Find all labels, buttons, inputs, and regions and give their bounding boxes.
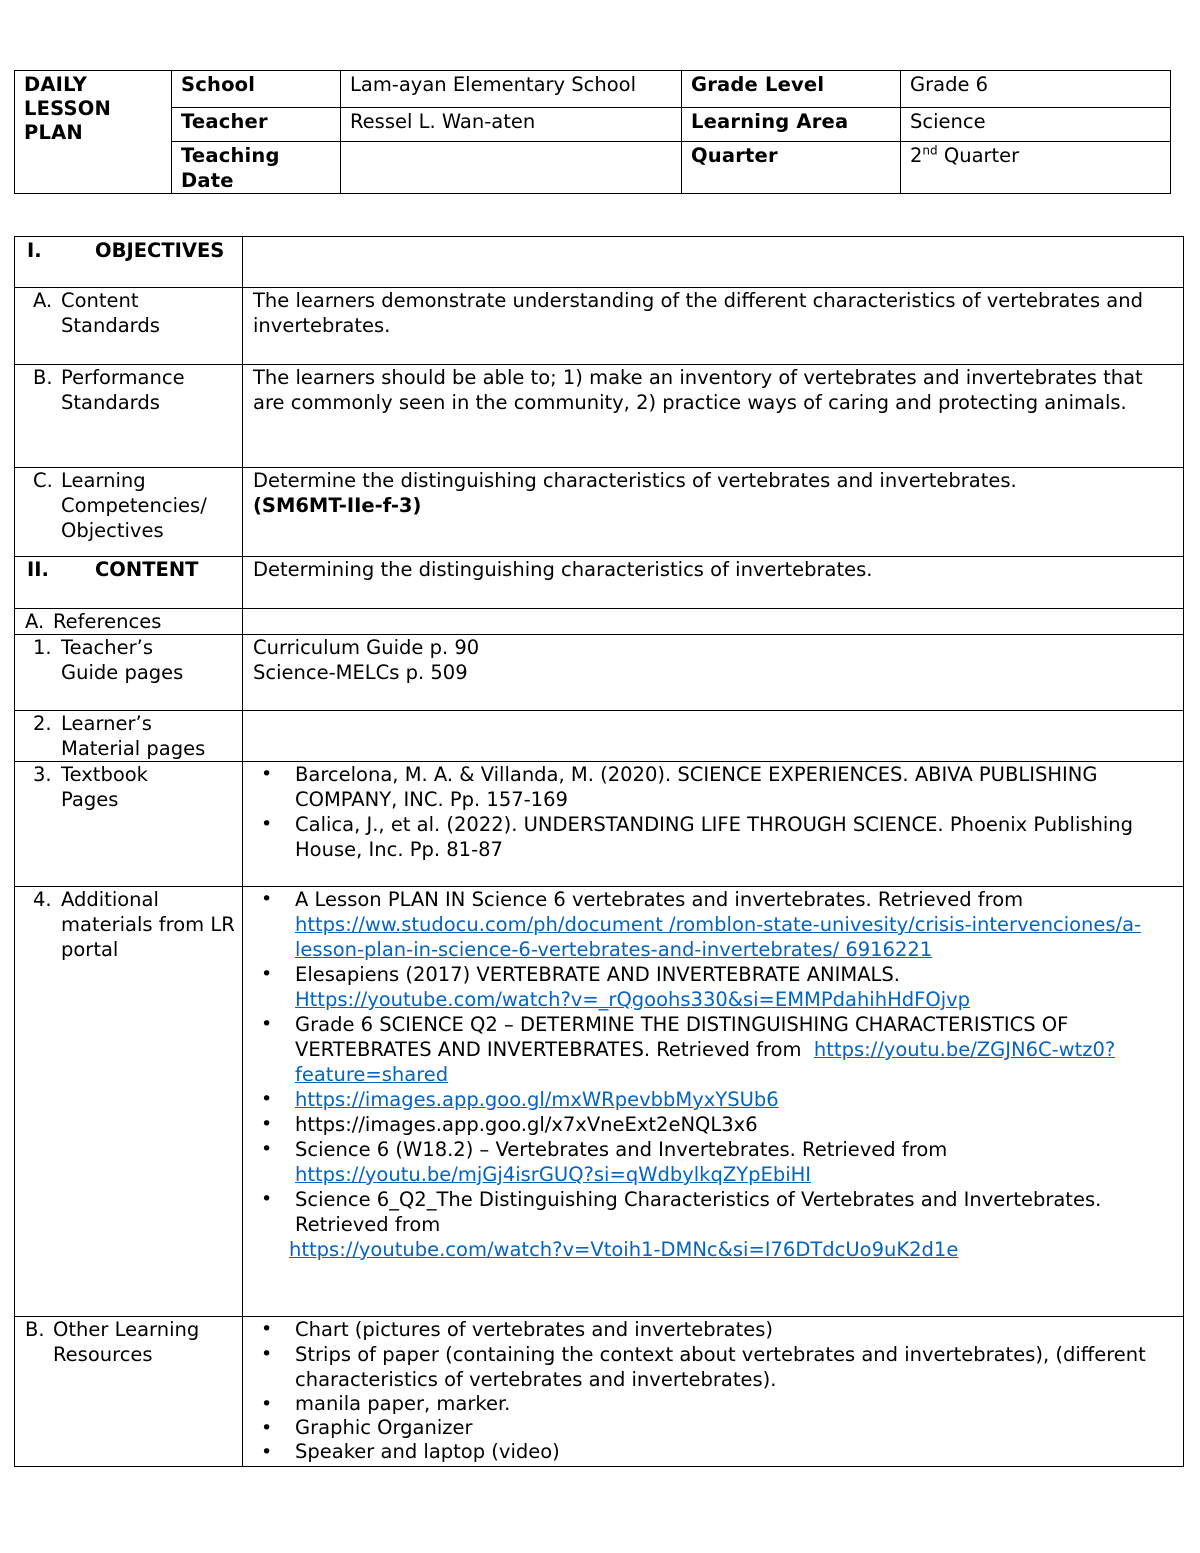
- content-text: Determining the distinguishing characteristics of invertebrates.: [243, 557, 1184, 609]
- resource-item: • Speaker and laptop (video): [253, 1440, 1173, 1464]
- competencies-letter: C.: [33, 469, 53, 492]
- youtube-link[interactable]: https://youtube.com/watch?v=Vtoih1-DMNc&si=I76DTdcUo9uK2d1e: [289, 1238, 959, 1261]
- performance-standards-letter: B.: [33, 366, 53, 389]
- learning-area-label: Learning Area: [682, 108, 901, 142]
- studocu-link[interactable]: https://ww.studocu.com/ph/document /romblon-state-univesity/crisis-intervenciones/a-lesson-plan-in-science-6-vertebrates-and-invertebrates/ 6916221: [295, 913, 1142, 961]
- quarter-suffix: nd: [922, 143, 938, 158]
- youtu-be-link[interactable]: https://youtu.be/ZGJN6C-wtz0?feature=shared: [295, 1038, 1116, 1086]
- additional-item: [253, 1087, 1173, 1112]
- resource-item: • Graphic Organizer: [253, 1416, 1173, 1440]
- content-row: [15, 557, 1184, 609]
- other-resources-list: [253, 1317, 1173, 1464]
- image-link-text: https://images.app.goo.gl/x7xVneExt2eNQL3x6: [295, 1113, 758, 1136]
- objectives-row: [15, 237, 1184, 288]
- objectives-value: [243, 237, 1184, 288]
- additional-materials-label: Additional materials from LR portal: [61, 888, 235, 961]
- other-resources-row: [15, 1317, 1184, 1467]
- other-resources-letter: B.: [25, 1318, 45, 1341]
- lesson-table: [14, 236, 1184, 1467]
- other-resources-label: Other Learning Resources: [53, 1318, 200, 1366]
- additional-item-text: Grade 6 SCIENCE Q2 – DETERMINE THE DISTINGUISHING CHARACTERISTICS OF VERTEBRATES AND INVERTEBRATES. Retrieved from: [295, 1013, 1069, 1061]
- additional-materials-num: 4.: [33, 888, 52, 911]
- references-value: [243, 609, 1184, 635]
- additional-item-text: Science 6 (W18.2) – Vertebrates and Invertebrates. Retrieved from: [295, 1138, 948, 1161]
- resource-item: • Strips of paper (containing the context about vertebrates and invertebrates), (different characteristics of vertebrates and invertebrates).: [253, 1342, 1173, 1392]
- teaching-date-label: Teaching Date: [172, 142, 341, 194]
- textbook-row: [15, 762, 1184, 887]
- teachers-guide-label: Teacher’s Guide pages: [61, 636, 184, 684]
- teaching-date-value: [341, 142, 682, 194]
- performance-standards-text: The learners should be able to; 1) make an inventory of vertebrates and invertebrates that are commonly seen in the community, 2) practice ways of caring and protecting animals.: [243, 365, 1184, 468]
- additional-item: [253, 962, 1173, 1012]
- textbook-item: • Calica, J., et al. (2022). UNDERSTANDING LIFE THROUGH SCIENCE. Phoenix Publishing House, Inc. Pp. 81-87: [253, 812, 1173, 862]
- teacher-label: Teacher: [172, 108, 341, 142]
- grade-level-value: Grade 6: [901, 71, 1171, 108]
- performance-standards-row: [15, 365, 1184, 468]
- image-link[interactable]: https://images.app.goo.gl/mxWRpevbbMyxYSUb6: [295, 1088, 779, 1111]
- learning-area-value: Science: [901, 108, 1171, 142]
- grade-level-label: Grade Level: [682, 71, 901, 108]
- learners-material-value: [243, 711, 1184, 762]
- melcs-ref: Science-MELCs p. 509: [253, 661, 468, 684]
- textbook-list: [253, 762, 1173, 862]
- references-label: References: [53, 610, 162, 633]
- additional-materials-list: [253, 887, 1173, 1262]
- teachers-guide-num: 1.: [33, 636, 52, 659]
- content-standards-text: The learners demonstrate understanding of the different characteristics of vertebrates and invertebrates.: [243, 288, 1184, 365]
- header-table: [14, 70, 1171, 194]
- youtube-link[interactable]: Https://youtube.com/watch?v=_rQgoohs330&si=EMMPdahihHdFOjvp: [295, 988, 971, 1011]
- content-standards-row: [15, 288, 1184, 365]
- quarter-number: 2: [910, 144, 923, 167]
- competency-code: (SM6MT-IIe-f-3): [253, 494, 422, 517]
- competencies-text: Determine the distinguishing characteristics of vertebrates and invertebrates.: [253, 469, 1017, 492]
- quarter-label: Quarter: [682, 142, 901, 194]
- competencies-label: Learning Competencies/ Objectives: [61, 469, 207, 542]
- learners-material-num: 2.: [33, 712, 52, 735]
- quarter-value: [901, 142, 1171, 194]
- additional-item: [253, 1137, 1173, 1187]
- additional-item-text: Science 6_Q2_The Distinguishing Characteristics of Vertebrates and Invertebrates. Retrieved from: [295, 1188, 1102, 1236]
- resource-item: • Chart (pictures of vertebrates and invertebrates): [253, 1317, 1173, 1342]
- additional-item: [253, 1012, 1173, 1087]
- quarter-word: Quarter: [943, 144, 1020, 167]
- objectives-num: I.: [27, 239, 42, 262]
- textbook-label: Textbook Pages: [61, 763, 148, 811]
- school-label: School: [172, 71, 341, 108]
- learners-material-label: Learner’s Material pages: [61, 712, 206, 760]
- competencies-row: [15, 468, 1184, 557]
- content-standards-label: Content Standards: [61, 289, 160, 337]
- references-letter: A.: [25, 610, 45, 633]
- performance-standards-label: Performance Standards: [61, 366, 185, 414]
- content-title: CONTENT: [95, 558, 199, 581]
- additional-item: [253, 1112, 1173, 1137]
- content-num: II.: [27, 558, 49, 581]
- resource-item: • manila paper, marker.: [253, 1392, 1173, 1416]
- content-standards-letter: A.: [33, 289, 53, 312]
- school-value: Lam-ayan Elementary School: [341, 71, 682, 108]
- teacher-value: Ressel L. Wan-aten: [341, 108, 682, 142]
- teachers-guide-row: [15, 635, 1184, 711]
- learners-material-row: [15, 711, 1184, 762]
- additional-materials-row: [15, 887, 1184, 1317]
- youtu-be-link[interactable]: https://youtu.be/mjGj4isrGUQ?si=qWdbylkqZYpEbiHI: [295, 1163, 812, 1186]
- plan-title: DAILY LESSON PLAN: [15, 71, 172, 194]
- additional-item: [253, 887, 1173, 962]
- objectives-title: OBJECTIVES: [95, 239, 225, 262]
- additional-item: [253, 1187, 1173, 1262]
- additional-item-text: A Lesson PLAN IN Science 6 vertebrates and invertebrates. Retrieved from: [295, 888, 1024, 911]
- references-row: [15, 609, 1184, 635]
- textbook-num: 3.: [33, 763, 52, 786]
- textbook-item: • Barcelona, M. A. & Villanda, M. (2020). SCIENCE EXPERIENCES. ABIVA PUBLISHING COMPANY, INC. Pp. 157-169: [253, 762, 1173, 812]
- additional-item-text: Elesapiens (2017) VERTEBRATE AND INVERTEBRATE ANIMALS.: [295, 963, 900, 986]
- curriculum-guide-ref: Curriculum Guide p. 90: [253, 636, 480, 659]
